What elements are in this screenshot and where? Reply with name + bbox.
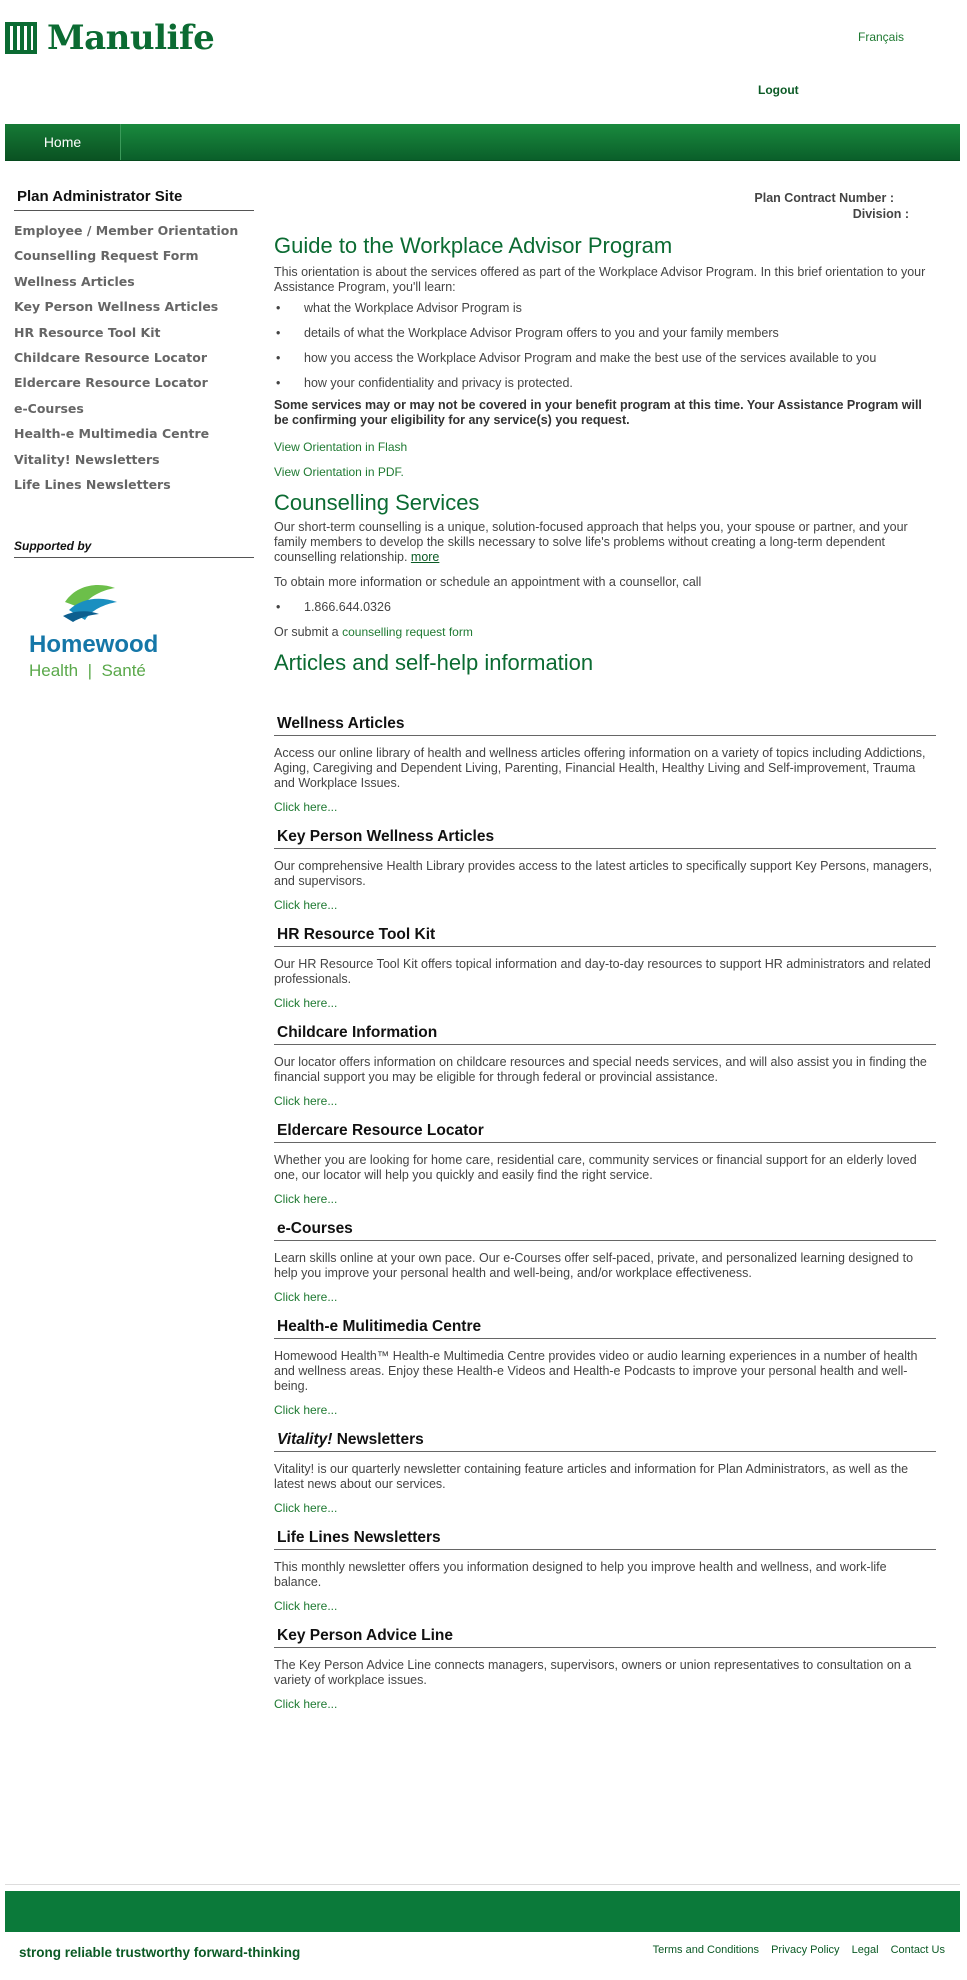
homewood-logo (29, 582, 169, 681)
section-body: The Key Person Advice Line connects managers, supervisors, owners or union representatives to consultation on a variety of workplace issues. (274, 1658, 912, 1687)
footer-link-privacy[interactable]: Privacy Policy (771, 1944, 840, 1956)
article-section-hr-tool-kit (274, 927, 936, 1011)
section-title: Key Person Wellness Articles (274, 829, 936, 849)
section-body: Our HR Resource Tool Kit offers topical information and day-to-day resources to support HR administrators and related professionals. (274, 957, 931, 986)
supported-by-heading: Supported by (14, 539, 254, 558)
section-title: Wellness Articles (274, 716, 936, 736)
section-title: Life Lines Newsletters (274, 1530, 936, 1550)
footer-link-contact[interactable]: Contact Us (890, 1944, 945, 1956)
sidebar-item-member-orientation[interactable]: Employee / Member Orientation (14, 223, 239, 238)
guide-bullet: • how your confidentiality and privacy is protected. (274, 376, 936, 398)
plan-contract-number-label: Plan Contract Number : (754, 191, 894, 205)
main-content (274, 233, 936, 1726)
view-orientation-flash-link[interactable]: View Orientation in Flash (274, 440, 408, 454)
click-here-link[interactable]: Click here... (274, 1599, 338, 1613)
guide-intro: This orientation is about the services offered as part of the Workplace Advisor Program. In this brief orientation to your Assistance Program, you'll learn: (274, 265, 926, 294)
counselling-body (274, 520, 936, 565)
click-here-link[interactable]: Click here... (274, 1403, 338, 1417)
section-title-rest: Newsletters (332, 1431, 424, 1448)
footer-link-legal[interactable]: Legal (851, 1944, 879, 1956)
guide-bullet: • what the Workplace Advisor Program is (274, 301, 936, 326)
click-here-link[interactable]: Click here... (274, 1094, 338, 1108)
counselling-body-text: Our short-term counselling is a unique, solution-focused approach that helps you, your spouse or partner, and your family members to develop the skills necessary to solve life's problems without creating a long-term dependent counselling relationship. (274, 520, 908, 564)
sidebar-item-wellness-articles[interactable]: Wellness Articles (14, 273, 135, 289)
section-body: Homewood Health™ Health-e Multimedia Centre provides video or audio learning experiences in a number of health and wellness areas. Enjoy these Health-e Videos and Health-e Podcasts to improve your personal health and well-being. (274, 1349, 918, 1393)
sidebar-item-hr-resource-tool-kit[interactable]: HR Resource Tool Kit (14, 324, 161, 340)
section-title (274, 1432, 936, 1452)
view-orientation-pdf-link[interactable]: View Orientation in PDF. (274, 465, 404, 479)
click-here-link[interactable]: Click here... (274, 898, 338, 912)
sidebar-item-childcare-resource-locator[interactable]: Childcare Resource Locator (14, 349, 207, 365)
click-here-link[interactable]: Click here... (274, 800, 338, 814)
footer-tagline: strong reliable trustworthy forward-thinking (19, 1945, 301, 1960)
sidebar-item-key-person-wellness-articles[interactable]: Key Person Wellness Articles (14, 299, 219, 315)
section-body: Vitality! is our quarterly newsletter containing feature articles and information for Plan Administrators, as well as the latest news about our services. (274, 1462, 909, 1491)
sidebar-item-counselling-request-form[interactable]: Counselling Request Form (14, 248, 199, 264)
article-section-vitality (274, 1432, 936, 1516)
sidebar-title: Plan Administrator Site (14, 188, 254, 211)
section-title: e-Courses (274, 1221, 936, 1241)
counselling-request-form-link[interactable]: counselling request form (342, 625, 473, 639)
manulife-logo[interactable] (5, 18, 214, 58)
sidebar-item-multimedia-centre[interactable]: Health-e Multimedia Centre (14, 426, 210, 442)
section-title: Childcare Information (274, 1025, 936, 1045)
logout-link[interactable]: Logout (758, 83, 799, 97)
guide-bullet: • details of what the Workplace Advisor Program offers to you and your family members (274, 326, 936, 351)
section-body: Learn skills online at your own pace. Our e-Courses offer self-paced, private, and personalized learning designed to help you improve your personal health and well-being, and/or workplace effectiveness. (274, 1251, 914, 1280)
sidebar-item-life-lines-newsletters[interactable]: Life Lines Newsletters (14, 476, 171, 492)
section-title: HR Resource Tool Kit (274, 927, 936, 947)
section-title: Health-e Mulitimedia Centre (274, 1319, 936, 1339)
counselling-submit-prefix: Or submit a (274, 625, 339, 639)
section-body: Our comprehensive Health Library provides access to the latest articles to specifically support Key Persons, managers, and supervisors. (274, 859, 932, 888)
article-section-wellness (274, 716, 936, 815)
homewood-logo-subtitle: Health | Santé (29, 661, 146, 681)
counselling-call-text: To obtain more information or schedule an appointment with a counsellor, call (274, 575, 702, 589)
article-section-e-courses (274, 1221, 936, 1305)
counselling-phone: • 1.866.644.0326 (274, 600, 936, 625)
articles-title: Articles and self-help information (274, 650, 594, 675)
click-here-link[interactable]: Click here... (274, 1697, 338, 1711)
section-title-italic: Vitality! (277, 1431, 333, 1448)
article-section-key-person-wellness (274, 829, 936, 913)
sidebar-nav-list (14, 218, 254, 497)
sidebar-item-eldercare-resource-locator[interactable]: Eldercare Resource Locator (14, 375, 208, 391)
homewood-leaf-icon (59, 582, 123, 624)
counselling-more-link[interactable]: more (410, 550, 440, 564)
click-here-link[interactable]: Click here... (274, 996, 338, 1010)
counselling-submit-line (274, 625, 936, 640)
section-body: Our locator offers information on childcare resources and special needs services, and will also assist you in finding the financial support you may be eligible for through federal or provincial assistance. (274, 1055, 927, 1084)
sidebar (14, 188, 254, 681)
section-body: Access our online library of health and wellness articles offering information on a variety of topics including Addictions, Aging, Caregiving and Dependent Living, Parenting, Financial Health, Healthy Living and Self-improvement, Trauma and Workplace Issues. (274, 746, 926, 790)
article-section-key-person-advice-line (274, 1628, 936, 1712)
footer-divider (5, 1884, 960, 1885)
footer-bar (5, 1891, 960, 1932)
section-body: This monthly newsletter offers you information designed to help you improve health and wellness, and work-life balance. (274, 1560, 887, 1589)
guide-title: Guide to the Workplace Advisor Program (274, 233, 673, 258)
click-here-link[interactable]: Click here... (274, 1501, 338, 1515)
sidebar-item-e-courses[interactable]: e-Courses (14, 400, 84, 416)
article-section-multimedia-centre (274, 1319, 936, 1418)
sidebar-item-vitality-newsletters[interactable]: Vitality! Newsletters (14, 451, 160, 467)
division-label: Division : (852, 207, 909, 221)
click-here-link[interactable]: Click here... (274, 1290, 338, 1304)
section-title: Eldercare Resource Locator (274, 1123, 936, 1143)
guide-bullet: • how you access the Workplace Advisor Program and make the best use of the services available to you (274, 351, 936, 376)
manulife-logo-text: Manulife (47, 18, 215, 58)
footer-links (644, 1944, 945, 1956)
article-section-eldercare (274, 1123, 936, 1207)
homewood-logo-name: Homewood (29, 631, 159, 659)
section-title: Key Person Advice Line (274, 1628, 936, 1648)
contract-info (754, 190, 909, 222)
click-here-link[interactable]: Click here... (274, 1192, 338, 1206)
language-toggle-link[interactable]: Français (858, 30, 905, 44)
main-nav-bar (5, 124, 960, 161)
nav-home-tab[interactable]: Home (5, 124, 121, 160)
footer-link-terms[interactable]: Terms and Conditions (652, 1944, 759, 1956)
article-section-life-lines (274, 1530, 936, 1614)
counselling-title: Counselling Services (274, 490, 480, 515)
section-body: Whether you are looking for home care, residential care, community services or financial support for an elderly loved one, our locator will help you quickly and easily find the right service. (274, 1153, 917, 1182)
eligibility-note: Some services may or may not be covered in your benefit program at this time. Your Assistance Program will be confirming your eligibility for any service(s) you request. (274, 398, 922, 427)
manulife-logo-mark (5, 22, 37, 54)
article-section-childcare (274, 1025, 936, 1109)
